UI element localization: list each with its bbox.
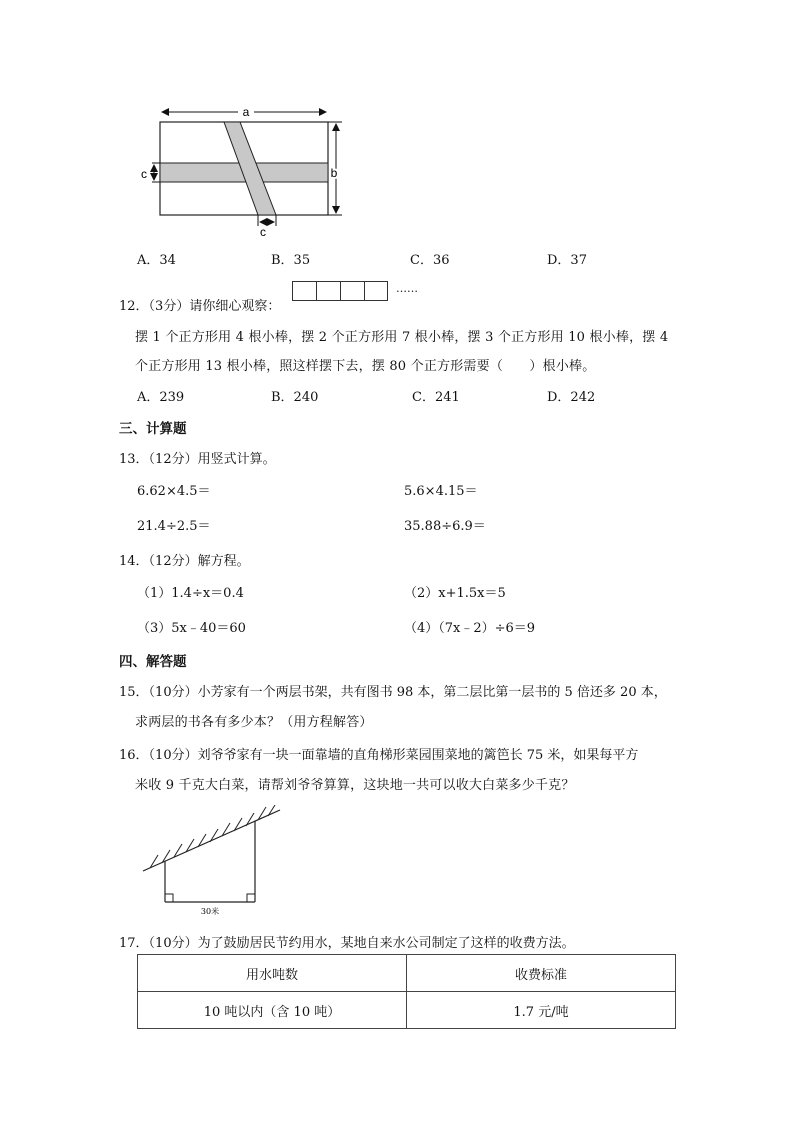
q12-line2: 个正方形用 13 根小棒，照这样摆下去，摆 80 个正方形需要（ ）根小棒。: [135, 359, 596, 374]
q12-dots: ……: [396, 282, 418, 295]
q13-stem: 13．（12分）用竖式计算。: [119, 452, 276, 467]
q12-stem: 12．（3分）请你细心观察：: [119, 299, 281, 314]
table-cell: 10 吨以内（含 10 吨）: [138, 992, 407, 1029]
q12-option-a: A．239: [137, 390, 185, 405]
q11-option-d: D．37: [547, 253, 587, 268]
q13-item-3: 21.4÷2.5＝: [137, 519, 211, 534]
q13-item-1: 6.62×4.5＝: [137, 484, 211, 499]
label-a: a: [242, 105, 250, 119]
q16-line2: 米收 9 千克大白菜，请帮刘爷爷算算，这块地一共可以收大白菜多少千克？: [135, 778, 575, 793]
table-row: [138, 992, 676, 1029]
q11-option-a: A．34: [137, 253, 176, 268]
table-header-row: [138, 955, 676, 992]
q16-line1: 16．（10分）刘爷爷家有一块一面靠墙的直角梯形菜园围菜地的篱笆长 75 米，如果每平方: [119, 748, 639, 763]
table-cell: 1.7 元/吨: [407, 992, 676, 1029]
q12-line1: 摆 1 个正方形用 4 根小棒，摆 2 个正方形用 7 根小棒，摆 3 个正方形用 10 根小棒，摆 4: [135, 330, 669, 345]
q15-line2: 求两层的书各有多少本？（用方程解答）: [135, 715, 373, 730]
q14-stem: 14．（12分）解方程。: [119, 554, 250, 569]
q14-item-3: （3）5x﹣40＝60: [137, 621, 246, 636]
label-c-bottom: c: [260, 225, 266, 239]
q17-fee-table: [137, 954, 676, 1029]
q13-item-4: 35.88÷6.9＝: [404, 519, 486, 534]
table-header-cell: 用水吨数: [138, 955, 407, 992]
q15-line1: 15．（10分）小芳家有一个两层书架，共有图书 98 本，第二层比第一层书的 5 倍还多 20 本，: [119, 685, 667, 700]
section-4-heading: 四、解答题: [119, 654, 187, 670]
q12-option-c: C．241: [412, 390, 460, 405]
section-3-heading: 三、计算题: [119, 421, 187, 437]
q12-squares-figure: [292, 281, 388, 301]
q17-stem: 17．（10分）为了鼓励居民节约用水，某地自来水公司制定了这样的收费方法。: [119, 936, 575, 951]
q12-option-d: D．242: [547, 390, 596, 405]
label-c-left: c: [141, 167, 147, 181]
label-b: b: [330, 166, 338, 180]
q14-item-1: （1）1.4÷x＝0.4: [137, 586, 244, 601]
q11-option-b: B．35: [271, 253, 311, 268]
table-header-cell: 收费标准: [407, 955, 676, 992]
q12-option-b: B．240: [271, 390, 319, 405]
q16-trapezoid-figure: [140, 805, 290, 920]
q14-item-4: （4）（7x﹣2）÷6＝9: [404, 621, 536, 636]
q11-option-c: C．36: [410, 253, 450, 268]
q16-figure-label: 30米: [200, 907, 220, 916]
q13-item-2: 5.6×4.15＝: [404, 484, 478, 499]
figure-11-diagram: [130, 100, 360, 240]
q14-item-2: （2）x+1.5x＝5: [404, 586, 506, 601]
